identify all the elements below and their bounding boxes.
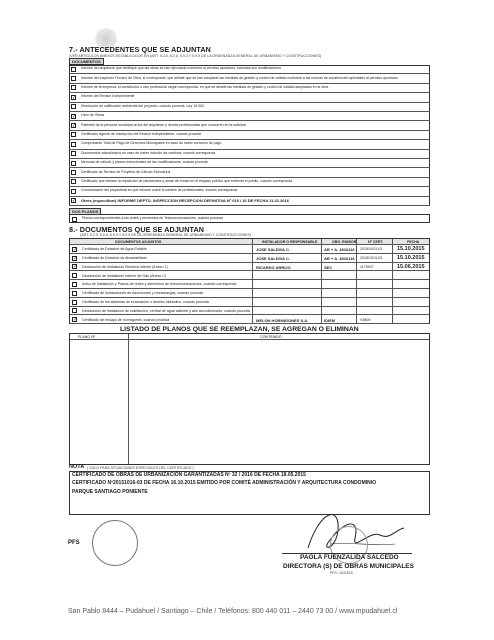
doc-row-text: Memoria de cálculo y planos estructurales de las modificaciones, cuando procede bbox=[81, 160, 208, 165]
checkbox[interactable] bbox=[71, 104, 76, 109]
nota-label: NOTA bbox=[69, 464, 85, 470]
attachment-row bbox=[70, 280, 429, 289]
attachment-date: 15.06.2015 bbox=[397, 263, 425, 270]
header-docs: DOCUMENTOS ADJUNTOS bbox=[115, 240, 162, 244]
attachment-doc: Certificado de Instalaciones de Ascensores y montacargas, cuando proceda bbox=[82, 291, 204, 296]
attachment-doc: Certificado de ensayo de hormigones, cuando proceda bbox=[82, 317, 170, 322]
attachment-row bbox=[70, 271, 429, 280]
attachment-row bbox=[70, 298, 429, 307]
attachment-cert: 2015/1013-03 bbox=[360, 255, 383, 260]
doc-row-text: Documentos actualizados en caso de haber incluido los cambios, cuando corresponda bbox=[81, 150, 216, 155]
doc-row-text: Comprobante Total de Pago de Derechos Municipales en caso de haber convenio de pago bbox=[81, 141, 222, 146]
attachment-row bbox=[70, 263, 429, 272]
signatory-stamp-text: PFS / 10/03/16 bbox=[330, 571, 353, 575]
section7-subtitle: (VER ARTICULOS ANEXOS ESTABLECIDOS EN (ART. 5.2.5, 5.2.6, 5.9.3 Y 5.9.9 DE LA ORDENANZA GENERAL DE URBANISMO Y CONSTRUCCIONES) bbox=[69, 54, 322, 58]
doc-row-text: Patentes de la persona municipal al día del arquitecto y demás profesionales que concurren en la solicitud bbox=[81, 122, 246, 127]
attachment-date: 15.10.2015 bbox=[397, 254, 425, 261]
attachment-cert: 2015/1013-03 bbox=[360, 247, 383, 252]
nota-line1: CERTIFICADO DE OBRAS DE URBANIZACIÓN GARANTIZADAS Nº 32 / 2016 DE FECHA 18.05.2015 bbox=[72, 472, 306, 478]
doc-row-text: Certificado de Revisor de Proyecto de Cálculo Estructural bbox=[81, 169, 171, 174]
doc-row bbox=[69, 150, 430, 159]
doc-row bbox=[69, 197, 430, 206]
section8-table bbox=[69, 238, 430, 324]
planos-row-text: Planos correspondientes a las redes y elementos de Telecomunicaciones, cuando proceda bbox=[82, 216, 223, 221]
doc-row-text: Informe del Inspector Técnico de Obra, si corresponde, que señale que se han adoptado las medidas de gestión y control de calidad conforme a las normas de construcción aplicables al permiso aprobado bbox=[81, 75, 398, 80]
header-org: ORG. EMISOR bbox=[332, 240, 357, 244]
attachment-doc: Certificado de los sistemas de evacuación o destino hidráulico, cuando proceda bbox=[82, 299, 209, 304]
checkbox[interactable] bbox=[72, 291, 77, 296]
checkbox[interactable] bbox=[71, 179, 76, 184]
signatory-name: PAOLA FUENZALIDA SALCEDO bbox=[300, 554, 399, 561]
checkbox[interactable] bbox=[71, 151, 76, 156]
planos-row bbox=[69, 214, 430, 223]
doc-row bbox=[69, 65, 430, 74]
doc-row bbox=[69, 140, 430, 149]
section7-title: 7.- ANTECEDENTES QUE SE ADJUNTAN bbox=[69, 45, 211, 54]
attachment-row bbox=[70, 289, 429, 298]
attachment-doc: Certificado de Dotación de Agua Potable bbox=[82, 247, 147, 252]
attachment-row bbox=[70, 254, 429, 263]
signatory-role: DIRECTORA (S) DE OBRAS MUNICIPALES bbox=[283, 563, 414, 570]
attachment-cert: 1175937 bbox=[360, 264, 374, 269]
doc-row bbox=[69, 103, 430, 112]
checkbox[interactable] bbox=[71, 76, 76, 81]
attachment-org: IDIEM bbox=[324, 317, 336, 323]
planos-header: DOS PLANOS bbox=[69, 208, 101, 215]
attachment-doc: Aviso de Instalación y Planos de redes y elementos de telecomunicaciones, cuando corresponda bbox=[82, 282, 237, 287]
checkbox[interactable] bbox=[72, 282, 77, 287]
checkbox[interactable] bbox=[71, 67, 76, 72]
doc-row bbox=[69, 112, 430, 121]
doc-row bbox=[69, 74, 430, 83]
checkbox[interactable] bbox=[71, 85, 76, 90]
checkbox[interactable]: ✓ bbox=[72, 198, 77, 205]
attachment-row bbox=[70, 245, 429, 254]
header-cert: Nº CERT. bbox=[368, 240, 384, 244]
doc-row-text: Resolución de calificación ambiental del proyecto, cuando proceda. Ley 19.300 bbox=[81, 103, 204, 108]
attachment-row bbox=[70, 307, 429, 316]
doc-row-text: Informe del Revisor Independiente bbox=[81, 94, 135, 99]
checkbox[interactable]: ✓ bbox=[73, 317, 78, 324]
signature-initials: PFS bbox=[68, 540, 80, 546]
attachment-installer: RICARDO ARRIJO bbox=[256, 264, 291, 270]
nota-line2: CERTIFICADO Nº20151016-03 DE FECHA 16.10.2015 EMITIDO POR COMITÉ ADMINISTRACIÓN Y ARQUITECTURA CONDOMINIO bbox=[72, 480, 377, 486]
checkbox[interactable]: ✓ bbox=[72, 122, 77, 129]
planos-list-title: LISTADO DE PLANOS QUE SE REEMPLAZAN, SE AGREGAN O ELIMINAN bbox=[120, 326, 359, 333]
planos-list-table bbox=[69, 333, 430, 465]
attachment-org: AR + A. 3816116 bbox=[324, 255, 355, 261]
doc-row-text: Informe de la empresa, el constructor u otro profesional según corresponda, en que se detalle las medidas de gestión y control de calidad adoptadas en la obra bbox=[81, 85, 329, 90]
footer-address: San Pablo 8444 – Pudahuel / Santiago – Chile / Teléfonos: 800 440 011 – 2440 73 00 / www.mpudahuel.cl bbox=[68, 608, 398, 615]
doc-row-text: Certificado que declare la reposición de pavimentos y obras de ornato en el espacio público que enfrenta el predio, cuando corresponda bbox=[81, 179, 293, 184]
checkbox[interactable] bbox=[71, 142, 76, 147]
checkbox[interactable]: ✓ bbox=[72, 113, 77, 120]
col-contenido: CONTENIDO bbox=[260, 334, 282, 339]
doc-row bbox=[69, 121, 430, 130]
checkbox[interactable] bbox=[72, 300, 77, 305]
attachment-date: 15.10.2015 bbox=[397, 246, 425, 253]
nota-line3: PARQUE SANTIAGO PONIENTE bbox=[72, 489, 148, 495]
doc-row bbox=[69, 159, 430, 168]
doc-row bbox=[69, 84, 430, 93]
checkbox[interactable] bbox=[71, 170, 76, 175]
attachment-org: SEC bbox=[324, 264, 333, 270]
header-installer: INSTALADOR O RESPONSABLE bbox=[262, 240, 318, 244]
doc-row-text: Informe del arquitecto que certifique que las obras se han ejecutado conforme al permiso aprobado, incluidas sus modificaciones bbox=[81, 66, 282, 71]
checkbox[interactable] bbox=[71, 189, 76, 194]
doc-row-text: Otros (especificar) INFORME DEPTO. INSPECCION RECEPCION DEFINITIVA Nº 015 / 16 DE FECHA 11.01.2016 bbox=[81, 197, 289, 203]
official-stamp bbox=[92, 520, 138, 566]
section7-docs-header: DOCUMENTOS bbox=[69, 58, 104, 65]
checkbox[interactable] bbox=[71, 161, 76, 166]
attachment-doc: Certificado de Dotación de Alcantarillado bbox=[82, 255, 147, 260]
section8-subtitle: (ART. 5.2.5, 5.2.6, 5.9.3 Y 5.9.9 DE LA ORDENANZA GENERAL DE URBANISMO Y CONSTRUCCIONES) bbox=[80, 233, 252, 237]
attachment-installer: JOSE SALDIVA C. bbox=[256, 247, 291, 253]
checkbox[interactable] bbox=[71, 132, 76, 137]
attachment-org: AR + A. 3816116 bbox=[324, 247, 355, 253]
doc-row bbox=[69, 131, 430, 140]
section8-title: 8.- DOCUMENTOS QUE SE ADJUNTAN bbox=[69, 225, 205, 234]
doc-row-text: Certificado vigente de Inscripción del Revisor Independiente, cuando procede bbox=[81, 132, 202, 137]
attachment-doc: Declaración de Instalación Interior de Gas (Anexo C) bbox=[82, 273, 167, 278]
checkbox[interactable]: ✓ bbox=[73, 246, 78, 253]
checkbox[interactable] bbox=[72, 273, 77, 278]
doc-row bbox=[69, 93, 430, 102]
attachment-installer: JOSE SALDIVA C. bbox=[256, 255, 291, 261]
col-plano: PLANO Nº bbox=[78, 334, 96, 339]
checkbox[interactable]: ✓ bbox=[73, 255, 78, 262]
doc-row bbox=[69, 187, 430, 196]
attachment-doc: Declaración de instalación de calefacción, central de agua caliente y aire acondicionado, cuando proceda bbox=[82, 308, 250, 313]
checkbox[interactable] bbox=[72, 308, 77, 313]
attachment-cert: V4800 bbox=[360, 317, 371, 322]
attachment-doc: Declaración de Instalación Eléctrica Interior (Anexo 1) bbox=[82, 264, 168, 269]
doc-row bbox=[69, 168, 430, 177]
doc-row-text: Comunicación del proyectista en que informe sobre el cambio de profesionales, cuando corresponda bbox=[81, 188, 238, 193]
checkbox[interactable]: ✓ bbox=[73, 264, 78, 271]
checkbox[interactable]: ✓ bbox=[72, 94, 77, 101]
attachment-row bbox=[70, 315, 429, 324]
attachment-installer: MELON HORMIGONES S.A. bbox=[256, 317, 309, 323]
header-date: FECHA bbox=[407, 240, 420, 244]
checkbox[interactable] bbox=[72, 217, 77, 222]
doc-row-text: Libro de Obras bbox=[81, 113, 105, 118]
nota-sublabel: ( SOLO PARA SITUACIONES ESPECIALES DEL CERTIFICADO ) bbox=[87, 466, 194, 470]
doc-row bbox=[69, 178, 430, 187]
